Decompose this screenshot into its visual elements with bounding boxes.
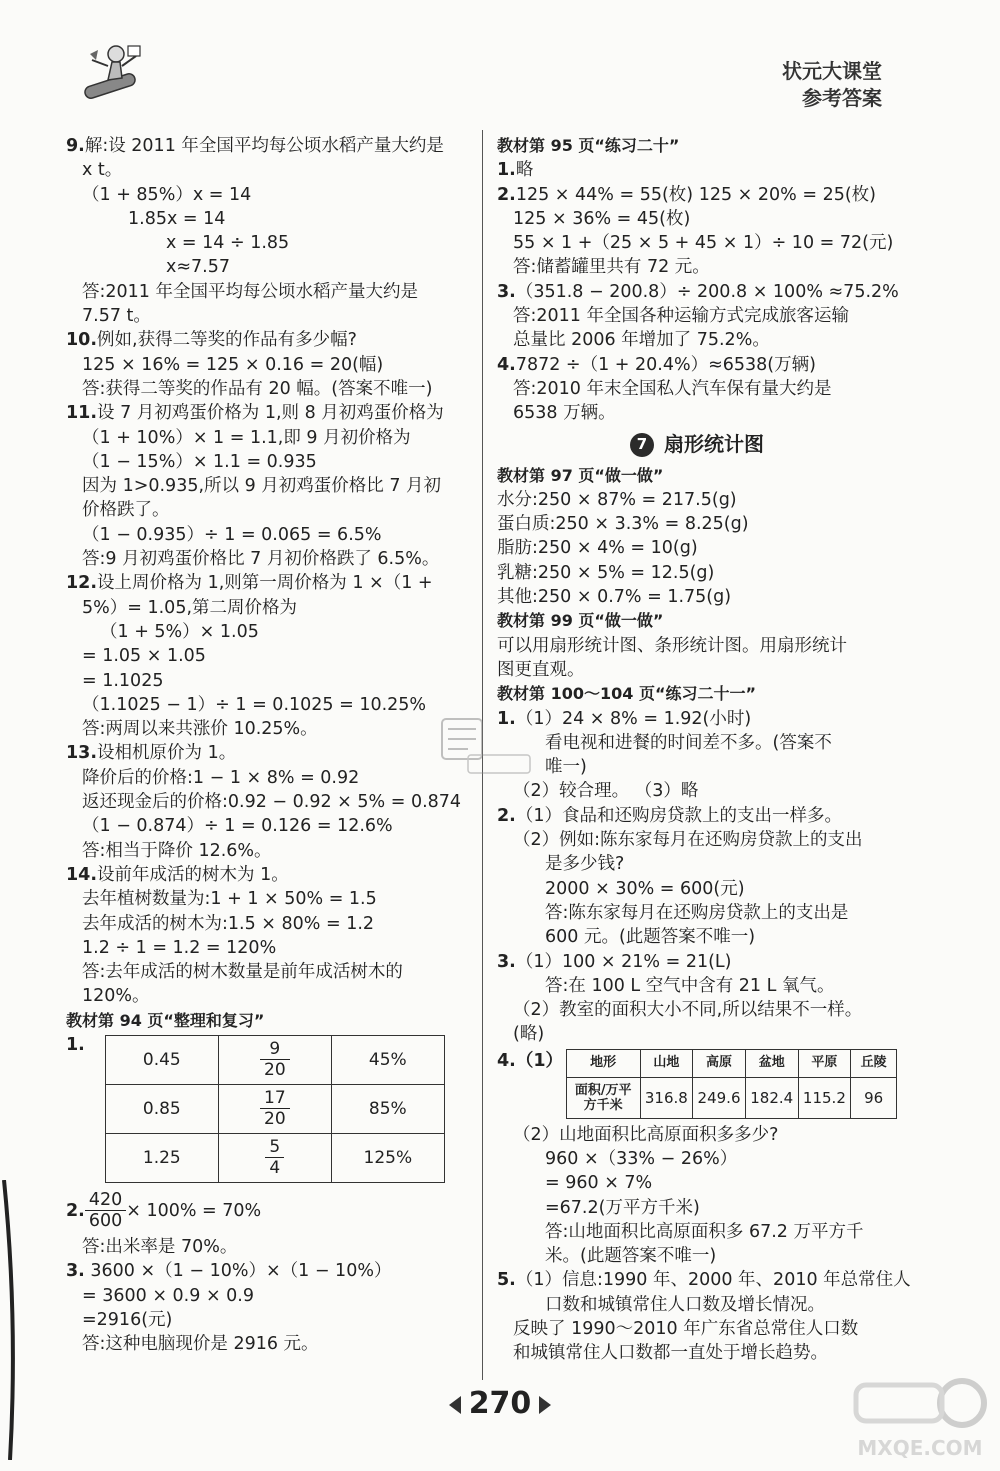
answer-line: 5%）= 1.05,第二周价格为: [82, 597, 298, 618]
answer-line: 返还现金后的价格:0.92 − 0.92 × 5% = 0.874: [82, 792, 462, 813]
answer-line: 答:获得二等奖的作品有 20 幅。(答案不唯一): [82, 378, 433, 399]
answer-line: 答:山地面积比高原面积多 67.2 万平方千: [545, 1221, 864, 1242]
question-number: 13.: [66, 743, 98, 764]
brand-title: 状元大课堂: [782, 59, 882, 83]
answer-line: x t。: [82, 160, 123, 181]
q2-fraction: [85, 1190, 126, 1231]
fraction-cell: [218, 1084, 331, 1133]
denominator: 4: [269, 1158, 281, 1179]
answer-line: (略): [513, 1024, 545, 1045]
answer-line: 口数和城镇常住人口数及增长情况。: [545, 1294, 825, 1315]
answer-line: 价格跌了。: [82, 500, 170, 521]
row-label-line: 面积/万平: [574, 1082, 632, 1098]
terrain-table: [566, 1049, 897, 1119]
terrain-header-cell: 盆地: [745, 1049, 798, 1077]
table-row: [105, 1084, 444, 1133]
answer-line: 其他:250 × 0.7% = 1.75(g): [497, 587, 732, 608]
answer-line: 答:陈东家每月在还购房贷款上的支出是: [545, 902, 849, 923]
answer-line: = 3600 × 0.9 × 0.9: [82, 1285, 255, 1306]
terrain-value-cell: 96: [851, 1077, 897, 1118]
answer-line: 反映了 1990～2010 年广东省总常住人口数: [513, 1319, 859, 1340]
page-header: [0, 0, 1000, 115]
page99-lines: [497, 634, 897, 683]
answer-line: （2）教室的面积大小不同,所以结果不一样。: [513, 1000, 863, 1021]
brand-subtitle: 参考答案: [802, 86, 882, 110]
q2-numerator: 420: [85, 1190, 126, 1211]
section-heading-94: 教材第 94 页“整理和复习”: [66, 1010, 265, 1030]
answer-line: （1 + 85%）x = 14: [82, 184, 252, 205]
answer-line: 3. 3600 ×（1 − 10%）×（1 − 10%）: [66, 1261, 392, 1282]
question-number: 11.: [66, 403, 98, 424]
percent-cell: 125%: [331, 1133, 444, 1182]
fraction-cell: [218, 1035, 331, 1084]
answer-line: 和城镇常住人口数都一直处于增长趋势。: [513, 1343, 828, 1364]
answer-line: 米。(此题答案不唯一): [545, 1246, 717, 1267]
answer-line: 答:2011 年全国平均每公顷水稻产量大约是: [82, 281, 418, 302]
answer-line: 蛋白质:250 × 3.3% = 8.25(g): [497, 514, 749, 535]
answer-line: =2916(元): [82, 1309, 173, 1330]
terrain-value-cell: 115.2: [798, 1077, 851, 1118]
terrain-header-cell: 山地: [640, 1049, 693, 1077]
answer-line: = 1.1025: [82, 670, 164, 691]
answer-line: 2.（1）食品和还购房贷款上的支出一样多。: [497, 805, 842, 826]
question-number: 3.: [497, 951, 516, 972]
question-number: 1.: [497, 708, 516, 729]
percent-cell: 45%: [331, 1035, 444, 1084]
question-number: 14.: [66, 864, 98, 885]
answer-line: = 960 × 7%: [545, 1173, 653, 1194]
answer-line: 2000 × 30% = 600(元): [545, 878, 745, 899]
terrain-header-cell: 丘陵: [851, 1049, 897, 1077]
answer-line: （2）山地面积比高原面积多多少?: [513, 1124, 779, 1145]
terrain-value-cell: 182.4: [745, 1077, 798, 1118]
answer-line: 6538 万辆。: [513, 403, 616, 424]
page-edge-shadow: [0, 1180, 36, 1460]
brand-block: [782, 58, 882, 112]
answer-line: 9.解:设 2011 年全国平均每公顷水稻产量大约是: [66, 136, 444, 156]
answer-line: 120%。: [82, 986, 150, 1007]
answer-line: 唯一): [545, 757, 587, 778]
fraction: [265, 1137, 284, 1178]
question-number: 3.: [497, 281, 516, 302]
answer-line: x≈7.57: [166, 257, 230, 278]
decimal-cell: 0.45: [105, 1035, 218, 1084]
answer-line: （1 − 0.935）÷ 1 = 0.065 = 6.5%: [82, 524, 382, 545]
question-number: 9.: [66, 136, 85, 156]
answer-line: 答:这种电脑现价是 2916 元。: [82, 1334, 319, 1355]
section-heading-99: 教材第 99 页“做一做”: [497, 611, 664, 631]
terrain-header-cell: 平原: [798, 1049, 851, 1077]
prev-arrow-icon: [449, 1396, 461, 1414]
answer-line: 脂肪:250 × 4% = 10(g): [497, 538, 698, 559]
terrain-value-row: [566, 1077, 896, 1118]
decimal-cell: 1.25: [105, 1133, 218, 1182]
terrain-value-cell: 249.6: [693, 1077, 746, 1118]
terrain-header-row: [566, 1049, 896, 1077]
answer-line: 960 ×（33% − 26%）: [545, 1148, 738, 1169]
watermark-text: MXQE.COM: [857, 1436, 983, 1460]
stamp-icon: [428, 715, 536, 789]
q2-rest: × 100% = 70%: [126, 1200, 262, 1221]
chapter-number: 7: [630, 433, 654, 457]
decimal-cell: 0.85: [105, 1084, 218, 1133]
answer-line: 1.略: [497, 160, 534, 181]
answer-line: 答:9 月初鸡蛋价格比 7 月初价格跌了 6.5%。: [82, 549, 440, 570]
left-after-lines: [66, 1235, 466, 1356]
answer-line: 14.设前年成活的树木为 1。: [66, 864, 289, 885]
question-number: 1.: [497, 160, 516, 181]
answer-line: 总量比 2006 年增加了 75.2%。: [513, 330, 770, 351]
left-column: [66, 134, 466, 1356]
answer-line: 水分:250 × 87% = 217.5(g): [497, 489, 737, 510]
exercise-21-lines: [497, 707, 897, 1047]
question-number: 2.: [497, 805, 516, 826]
numerator: 9: [260, 1039, 290, 1060]
q4-label: 4.（1）: [497, 1050, 564, 1071]
answer-line: （1.1025 − 1）÷ 1 = 0.1025 = 10.25%: [82, 694, 427, 715]
answer-line: 图更直观。: [497, 659, 585, 680]
answer-line: 10.例如,获得二等奖的作品有多少幅?: [66, 330, 357, 351]
answer-line: 答:在 100 L 空气中含有 21 L 氧气。: [545, 975, 835, 996]
answer-line: 125 × 36% = 45(枚): [513, 208, 691, 229]
answer-line: 125 × 16% = 125 × 0.16 = 20(幅): [82, 354, 384, 375]
terrain-header-cell: 地形: [566, 1049, 640, 1077]
answer-line: 答:出米率是 70%。: [82, 1236, 238, 1257]
answer-line: 答:去年成活的树木数量是前年成活树木的: [82, 962, 403, 983]
answer-line: 600 元。(此题答案不唯一): [545, 927, 756, 948]
answer-line: 1.85x = 14: [128, 208, 226, 229]
denominator: 20: [264, 1060, 286, 1081]
answer-line: 1.（1）24 × 8% = 1.92(小时): [497, 708, 752, 729]
terrain-value-cell: 316.8: [640, 1077, 693, 1118]
terrain-header-cell: 高原: [693, 1049, 746, 1077]
percent-cell: 85%: [331, 1084, 444, 1133]
answer-line: 可以用扇形统计图、条形统计图。用扇形统计: [497, 635, 847, 656]
question-number: 10.: [66, 330, 98, 351]
row-label-line: 方千米: [583, 1097, 623, 1113]
answer-line: 因为 1>0.935,所以 9 月初鸡蛋价格比 7 月初: [82, 476, 442, 497]
answer-line: 7.57 t。: [82, 306, 151, 327]
next-arrow-icon: [539, 1396, 551, 1414]
chapter-title-text: 扇形统计图: [664, 432, 764, 457]
answer-line: 3.（1）100 × 21% = 21(L): [497, 951, 732, 972]
answer-line: 降价后的价格:1 − 1 × 8% = 0.92: [82, 767, 360, 788]
q2-label: 2.: [66, 1200, 85, 1221]
section-heading-95: 教材第 95 页“练习二十”: [497, 136, 680, 155]
answer-line: 13.设相机原价为 1。: [66, 743, 237, 764]
answer-line: 答:2011 年全国各种运输方式完成旅客运输: [513, 306, 849, 327]
left-answer-lines: [66, 134, 466, 1009]
answer-line: x = 14 ÷ 1.85: [166, 233, 290, 254]
answer-line: 答:相当于降价 12.6%。: [82, 840, 272, 861]
watermark-logo: [850, 1365, 990, 1465]
q2-line: [66, 1187, 466, 1235]
question-number: 12.: [66, 573, 98, 594]
answer-line: 去年成活的树木为:1.5 × 80% = 1.2: [82, 913, 375, 934]
section-heading-97: 教材第 97 页“做一做”: [497, 465, 664, 485]
answer-line: 12.设上周价格为 1,则第一周价格为 1 ×（1 +: [66, 573, 433, 594]
chapter-title: [497, 428, 897, 462]
section-heading-100: 教材第 100～104 页“练习二十一”: [497, 684, 756, 704]
q4-block: [497, 1049, 897, 1119]
q2-denominator: 600: [88, 1211, 123, 1232]
answer-line: 1.2 ÷ 1 = 1.2 = 120%: [82, 937, 277, 958]
answer-line: 5.（1）信息:1990 年、2000 年、2010 年总常住人: [497, 1270, 911, 1291]
fraction: [260, 1039, 290, 1080]
answer-line: 11.设 7 月初鸡蛋价格为 1,则 8 月初鸡蛋价格为: [66, 403, 444, 424]
mascot-icon: [78, 40, 148, 102]
answer-line: 去年植树数量为:1 + 1 × 50% = 1.5: [82, 889, 377, 910]
answer-line: = 1.05 × 1.05: [82, 646, 206, 667]
fraction: [260, 1088, 290, 1129]
answer-line: 答:两周以来共涨价 10.25%。: [82, 719, 318, 740]
numerator: 5: [265, 1137, 284, 1158]
answer-line: 答:2010 年末全国私人汽车保有量大约是: [513, 378, 832, 399]
answer-line: 2.125 × 44% = 55(枚) 125 × 20% = 25(枚): [497, 184, 876, 205]
table-row: [105, 1133, 444, 1182]
q1-block: [66, 1033, 466, 1187]
denominator: 20: [264, 1109, 286, 1130]
answer-line: 看电视和进餐的时间差不多。(答案不: [545, 732, 832, 753]
numerator: 17: [260, 1088, 290, 1109]
answer-line: 3.（351.8 − 200.8）÷ 200.8 × 100% ≈75.2%: [497, 281, 899, 302]
milk-nutrient-lines: [497, 488, 897, 609]
exercise-21-more-lines: [497, 1123, 911, 1366]
answer-line: 答:储蓄罐里共有 72 元。: [513, 257, 710, 278]
answer-line: （1 − 0.874）÷ 1 = 0.126 = 12.6%: [82, 816, 393, 837]
question-number: 4.: [497, 354, 516, 375]
answer-line: （1 + 5%）× 1.05: [100, 621, 259, 642]
table-row: [105, 1035, 444, 1084]
answer-line: 55 × 1 +（25 × 5 + 45 × 1）÷ 10 = 72(元): [513, 233, 894, 254]
answer-line: =67.2(万平方千米): [545, 1197, 700, 1218]
answer-line: （1 + 10%）× 1 = 1.1,即 9 月初价格为: [82, 427, 411, 448]
answer-line: 4.7872 ÷（1 + 20.4%）≈6538(万辆): [497, 354, 816, 375]
answer-line: （2）较合理。 （3）略: [513, 781, 699, 802]
answer-line: 乳糖:250 × 5% = 12.5(g): [497, 562, 715, 583]
exercise-20-lines: [497, 158, 897, 425]
answer-line: 是多少钱?: [545, 854, 625, 875]
fraction-cell: [218, 1133, 331, 1182]
page-number-text: 270: [468, 1386, 532, 1421]
question-number: 5.: [497, 1270, 516, 1291]
terrain-row-label: [566, 1077, 640, 1118]
question-number: 3.: [66, 1261, 85, 1282]
right-column: [497, 134, 911, 1366]
q1-label: 1.: [66, 1034, 85, 1055]
question-number: 2.: [497, 184, 516, 205]
answer-line: （1 − 15%）× 1.1 = 0.935: [82, 451, 317, 472]
answer-line: （2）例如:陈东家每月在还购房贷款上的支出: [513, 830, 863, 851]
fraction-table: [105, 1035, 445, 1183]
